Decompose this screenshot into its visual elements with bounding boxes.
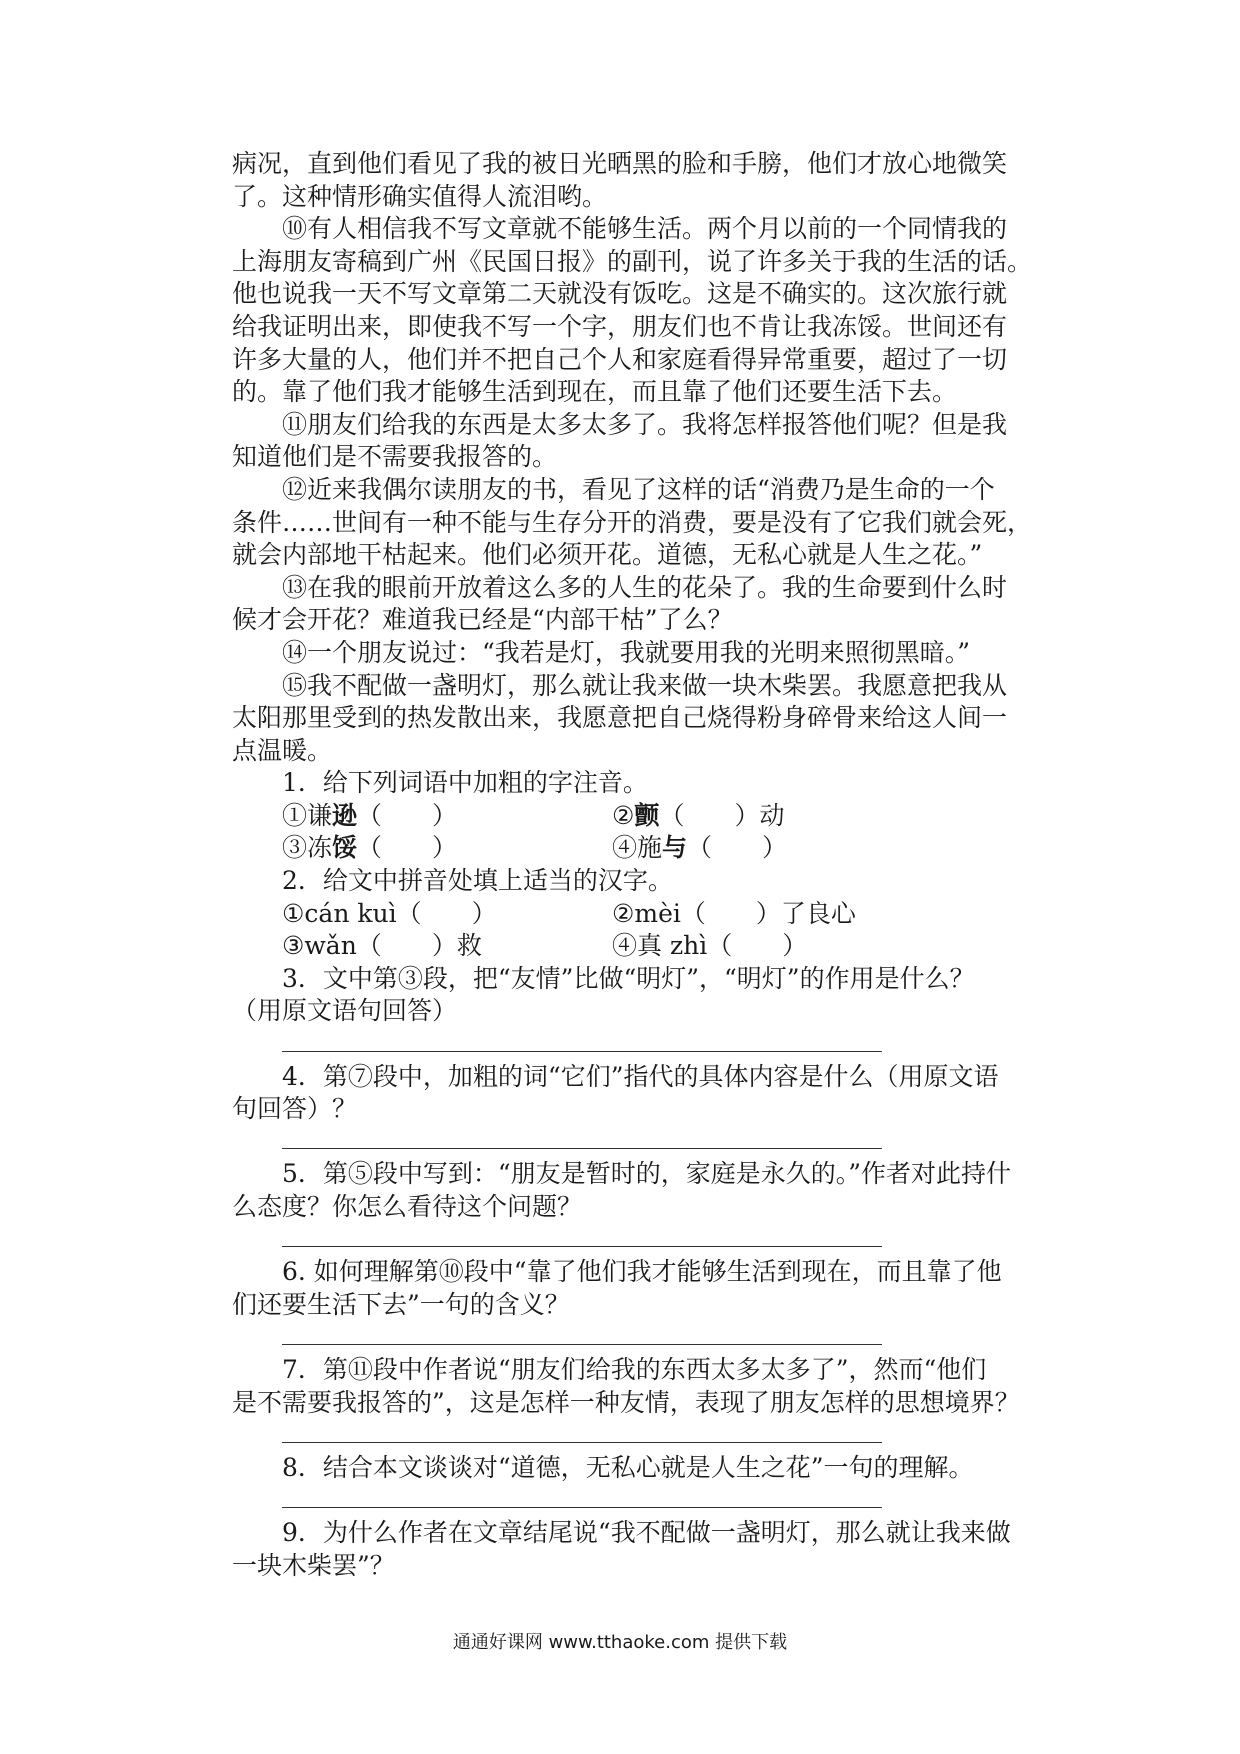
paragraph-14: ⑭一个朋友说过：“我若是灯，我就要用我的光明来照彻黑暗。” [282, 637, 971, 667]
question-5: 5．第⑤段中写到：“朋友是暂时的，家庭是永久的。”作者对此持什 [282, 1159, 1011, 1189]
paragraph-10: ⑩有人相信我不写文章就不能够生活。两个月以前的一个同情我的 [282, 214, 1008, 244]
question-1-stem: 1．给下列词语中加粗的字注音。 [282, 768, 648, 798]
q2-option-d: ④真 zhì（ ） [612, 931, 808, 961]
question-9: 9．为什么作者在文章结尾说“我不配做一盏明灯，那么就让我来做 [282, 1517, 1011, 1547]
question-1-row [232, 800, 1022, 833]
passage-line: 就会内部地干枯起来。他们必须开花。道德，无私心就是人生之花。” [232, 540, 983, 570]
page-footer: 通通好课网 www.tthaoke.com 提供下载 [452, 1632, 788, 1653]
q2-option-b: ②mèi（ ）了良心 [612, 898, 856, 928]
paragraph-11: ⑪朋友们给我的东西是太多太多了。我将怎样报答他们呢？但是我 [282, 409, 1008, 439]
passage-line: 上海朋友寄稿到广州《民国日报》的副刊，说了许多关于我的生活的话。 [232, 246, 1033, 276]
passage-line: 的。靠了他们我才能够生活到现在，而且靠了他们还要生活下去。 [232, 377, 958, 407]
passage-line: 候才会开花？难道我已经是“内部干枯”了么？ [232, 605, 733, 635]
document-page [232, 148, 1033, 1582]
question-9-cont: 一块木柴罢”？ [232, 1550, 395, 1580]
passage-line: 他也说我一天不写文章第二天就没有饭吃。这是不确实的。这次旅行就 [232, 279, 1008, 309]
answer-line[interactable] [232, 1484, 1022, 1517]
question-2-row [232, 930, 1022, 963]
q2-option-a: ①cán kuì（ ） [282, 898, 497, 928]
q1-option-d: ④施与（ ） [612, 833, 788, 863]
question-2-stem: 2．给文中拼音处填上适当的汉字。 [282, 866, 673, 896]
answer-line[interactable] [232, 1126, 1022, 1159]
passage-line: 点温暖。 [232, 735, 333, 765]
q1-option-b: ②颤（ ）动 [612, 800, 785, 830]
question-7-cont: 是不需要我报答的”，这是怎样一种友情，表现了朋友怎样的思想境界？ [232, 1387, 1020, 1417]
question-3-cont: （用原文语句回答） [232, 996, 458, 1026]
paragraph-13: ⑬在我的眼前开放着这么多的人生的花朵了。我的生命要到什么时 [282, 572, 1008, 602]
question-4: 4．第⑦段中，加粗的词“它们”指代的具体内容是什么（用原文语 [282, 1061, 999, 1091]
passage-line: 了。这种情形确实值得人流泪哟。 [232, 181, 608, 211]
answer-line[interactable] [232, 1419, 1022, 1452]
answer-line[interactable] [232, 1224, 1022, 1257]
passage-line: 给我证明出来，即使我不写一个字，朋友们也不肯让我冻馁。世间还有 [232, 311, 1008, 341]
passage-line: 许多大量的人，他们并不把自己个人和家庭看得异常重要，超过了一切 [232, 344, 1008, 374]
question-1-row [232, 832, 1022, 865]
question-2-row [232, 898, 1022, 931]
answer-line[interactable] [232, 1028, 1022, 1061]
question-4-cont: 句回答）？ [232, 1094, 358, 1124]
passage-line: 条件……世间有一种不能与生存分开的消费，要是没有了它我们就会死， [232, 507, 1033, 537]
passage-line: 知道他们是不需要我报答的。 [232, 442, 558, 472]
paragraph-12: ⑫近来我偶尔读朋友的书，看见了这样的话“消费乃是生命的一个 [282, 474, 995, 504]
passage-line: 太阳那里受到的热发散出来，我愿意把自己烧得粉身碎骨来给这人间一 [232, 703, 1008, 733]
question-6-cont: 们还要生活下去”一句的含义？ [232, 1289, 570, 1319]
q1-option-a: ①谦逊（ ） [282, 800, 458, 830]
q2-option-c: ③wǎn（ ）救 [282, 931, 482, 961]
passage-line: 病况，直到他们看见了我的被日光晒黑的脸和手膀，他们才放心地微笑 [232, 149, 1008, 178]
question-5-cont: 么态度？你怎么看待这个问题？ [232, 1192, 583, 1221]
question-7: 7．第⑪段中作者说“朋友们给我的东西太多太多了”，然而“他们 [282, 1354, 987, 1384]
question-3: 3．文中第③段，把“友情”比做“明灯”，“明灯”的作用是什么？ [282, 963, 975, 993]
question-8: 8．结合本文谈谈对“道德，无私心就是人生之花”一句的理解。 [282, 1452, 974, 1482]
q1-option-c: ③冻馁（ ） [282, 833, 458, 863]
answer-line[interactable] [232, 1321, 1022, 1354]
question-6: 6. 如何理解第⑩段中“靠了他们我才能够生活到现在，而且靠了他 [282, 1257, 1002, 1287]
paragraph-15: ⑮我不配做一盏明灯，那么就让我来做一块木柴罢。我愿意把我从 [282, 670, 1008, 700]
